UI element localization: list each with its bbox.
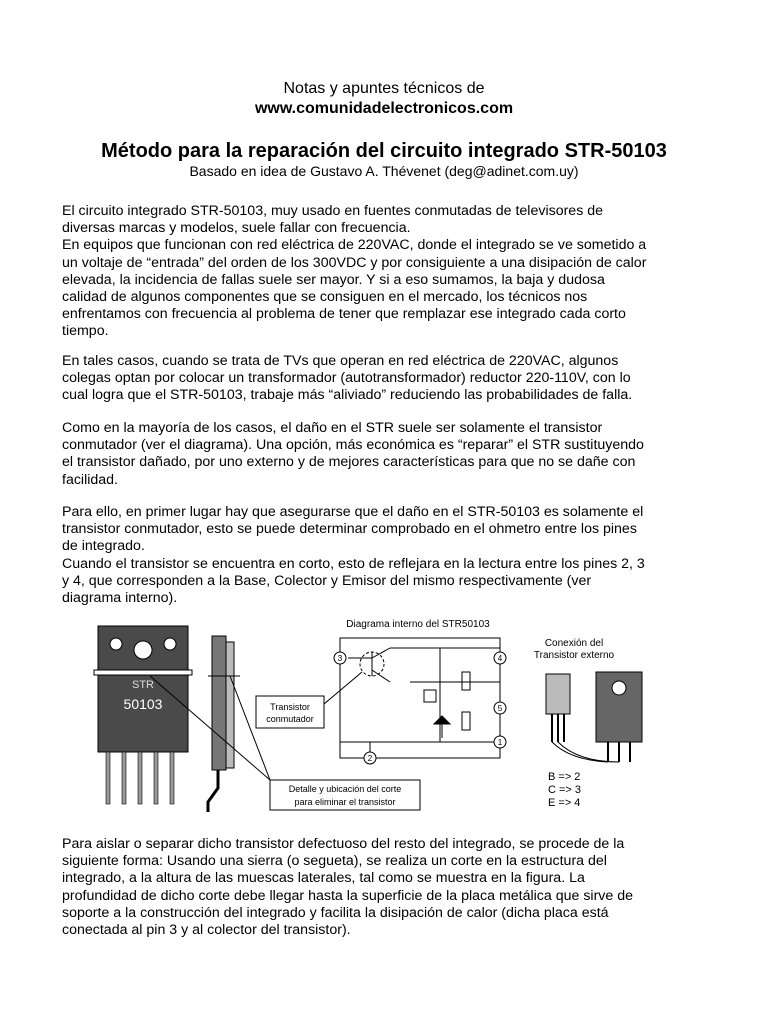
external-transistor — [546, 672, 642, 762]
mapping-base: B => 2 — [548, 771, 581, 783]
pin-label-2: 2 — [367, 754, 373, 763]
paragraph-line: diagrama interno). — [62, 590, 178, 607]
external-title-line-2: Transistor externo — [533, 650, 615, 661]
callout-transistor-line-2: conmutador — [266, 714, 314, 724]
document-subtitle: Basado en idea de Gustavo A. Thévenet (deg@adinet.com.uy) — [189, 163, 579, 179]
diagram-title: Diagrama interno del STR50103 — [346, 619, 490, 630]
mapping-collector: C => 3 — [548, 784, 582, 796]
external-title-line-1: Conexión del — [544, 638, 604, 649]
paragraph-line: elevada, la incidencia de fallas suele ser mayor. Y si a eso sumamos, la baja y dudosa — [62, 271, 605, 288]
paragraph-line: un voltaje de “entrada” del orden de los 300VDC y por consiguiente a una disipación de calor — [62, 254, 647, 271]
paragraph-line: integrado, a la altura de las muescas laterales, tal como se muestra en la figura. La — [62, 870, 585, 887]
header-line-1: Notas y apuntes técnicos de — [283, 80, 485, 97]
paragraph-line: Cuando el transistor se encuentra en corto, esto de reflejara en la lectura entre los pines 2, 3 — [62, 555, 645, 572]
paragraph-line: y 4, que corresponden a la Base, Colector y Emisor del mismo respectivamente (ver — [62, 572, 592, 589]
paragraph-line: calidad de algunos componentes que se consiguen en el mercado, los técnicos nos — [62, 289, 588, 306]
paragraph-line: Para aislar o separar dicho transistor defectuoso del resto del integrado, se procede de la — [62, 836, 625, 852]
paragraph-line: transistor conmutador, esto se puede determinar comprobado en el ohmetro entre los pines — [62, 521, 637, 538]
paragraph-line: profundidad de dicho corte debe llegar hasta la superficie de la placa metálica que sirve de — [62, 887, 634, 904]
paragraph-line: Como en la mayoría de los casos, el daño en el STR suele ser solamente el transistor — [62, 420, 603, 436]
paragraph-line: diversas marcas y modelos, suele fallar con frecuencia. — [62, 220, 411, 237]
pin-label-1: 1 — [497, 738, 503, 747]
paragraph-line: enfrentamos con frecuencia al problema de tener que remplazar ese integrado cada corto — [62, 306, 626, 323]
callout-cut-line-2: para eliminar el transistor — [294, 797, 396, 807]
pin-label-4: 4 — [497, 654, 503, 663]
callout-transistor-line-1: Transistor — [270, 702, 310, 712]
pin-label-3: 3 — [337, 654, 343, 663]
callout-cut-line-1: Detalle y ubicación del corte — [288, 784, 402, 794]
paragraph-line: El circuito integrado STR-50103, muy usado en fuentes conmutadas de televisores de — [62, 203, 604, 219]
callout-transistor — [256, 672, 362, 728]
paragraph-1 — [62, 203, 712, 341]
mapping-emitter: E => 4 — [548, 797, 581, 809]
paragraph-line: tiempo. — [62, 323, 109, 340]
chip-label-part: 50103 — [123, 696, 163, 712]
internal-diagram — [337, 638, 500, 758]
paragraph-line: soporte a la construcción del integrado y facilita la disipación de calor (dicha placa está — [62, 904, 609, 921]
paragraph-line: Para ello, en primer lugar hay que asegurarse que el daño en el STR-50103 es solamente el — [62, 504, 644, 520]
paragraph-4 — [62, 504, 712, 607]
str50103-figure — [90, 612, 650, 822]
paragraph-5 — [62, 836, 712, 939]
chip-front-view — [94, 626, 192, 804]
paragraph-3 — [62, 420, 712, 489]
paragraph-line: el transistor dañado, por uno externo y de mejores características para que no se dañe con — [62, 454, 636, 471]
paragraph-line: conmutador (ver el diagrama). Una opción, más económica es “reparar” el STR sustituyendo — [62, 437, 644, 454]
paragraph-2 — [62, 353, 712, 405]
paragraph-line: de integrado. — [62, 538, 145, 555]
chip-side-view — [208, 636, 240, 812]
paragraph-line: siguiente forma: Usando una sierra (o segueta), se realiza un corte en la estructura del — [62, 853, 607, 870]
paragraph-line: En tales casos, cuando se trata de TVs que operan en red eléctrica de 220VAC, algunos — [62, 353, 619, 369]
document-title: Método para la reparación del circuito integrado STR-50103 — [101, 140, 667, 162]
paragraph-line: colegas optan por colocar un transformador (autotransformador) reductor 220-110V, con lo — [62, 370, 631, 387]
header-website: www.comunidadelectronicos.com — [254, 100, 514, 117]
paragraph-line: En equipos que funcionan con red eléctrica de 220VAC, donde el integrado se ve sometido a — [62, 237, 647, 254]
paragraph-line: facilidad. — [62, 471, 118, 488]
pin-markers — [334, 652, 506, 764]
pin-label-5: 5 — [497, 704, 503, 713]
paragraph-line: conectada al pin 3 y al colector del transistor). — [62, 922, 351, 939]
paragraph-line: cual logra que el STR-50103, trabaje más “aliviado” reduciendo las probabilidades de falla. — [62, 387, 633, 404]
chip-label-str: STR — [132, 679, 154, 691]
